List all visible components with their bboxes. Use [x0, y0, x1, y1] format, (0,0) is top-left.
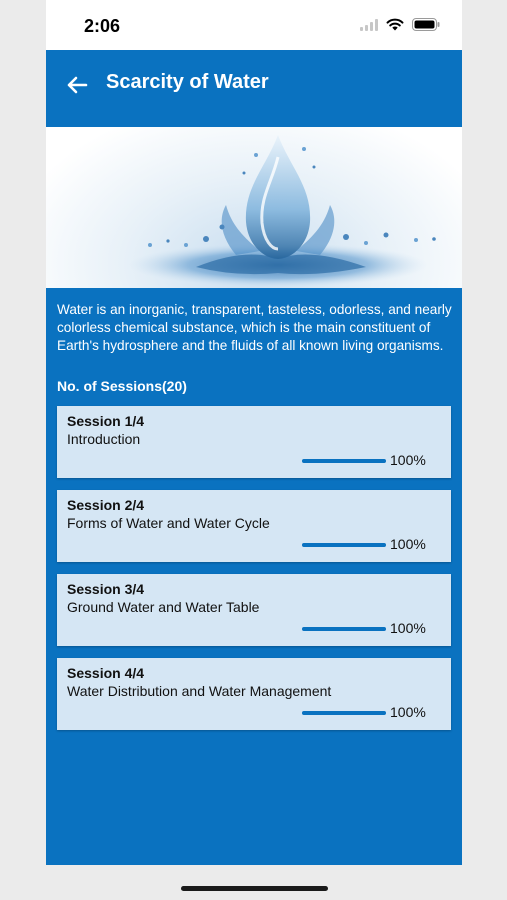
status-icons	[360, 18, 440, 36]
session-progress-bar	[302, 627, 386, 631]
page-title: Scarcity of Water	[106, 71, 269, 93]
water-splash-icon	[46, 275, 462, 288]
phone-screen	[46, 0, 462, 900]
session-subtitle: Ground Water and Water Table	[67, 599, 260, 615]
session-progress-text: 100%	[390, 536, 426, 552]
session-card-1[interactable]	[57, 406, 451, 478]
sessions-count-label: No. of Sessions(20)	[57, 378, 187, 394]
battery-icon	[412, 18, 440, 36]
session-progress-fill	[302, 543, 386, 547]
content-panel	[46, 288, 462, 865]
session-progress-fill	[302, 627, 386, 631]
session-title: Session 3/4	[67, 581, 145, 597]
session-card-3[interactable]	[57, 574, 451, 646]
home-indicator[interactable]	[181, 886, 328, 891]
session-progress-text: 100%	[390, 452, 426, 468]
session-progress-bar	[302, 459, 386, 463]
wifi-icon	[386, 18, 404, 36]
session-subtitle: Water Distribution and Water Management	[67, 683, 332, 699]
course-description: Water is an inorganic, transparent, tasteless, odorless, and nearly colorless chemical substance, which is the main constituent of Earth's hydrosphere and the fluids of all known living organisms.	[57, 302, 452, 353]
session-subtitle: Forms of Water and Water Cycle	[67, 515, 270, 531]
session-progress-text: 100%	[390, 620, 426, 636]
session-title: Session 4/4	[67, 665, 145, 681]
app-bar	[46, 50, 462, 127]
session-title: Session 2/4	[67, 497, 145, 513]
session-subtitle: Introduction	[67, 431, 141, 447]
session-card-2[interactable]	[57, 490, 451, 562]
session-progress-bar	[302, 543, 386, 547]
cellular-signal-icon	[360, 18, 378, 36]
bottom-bar	[46, 865, 462, 900]
back-button[interactable]	[62, 72, 92, 102]
session-progress-text: 100%	[390, 704, 426, 720]
status-bar	[46, 0, 462, 50]
session-progress-bar	[302, 711, 386, 715]
session-title: Session 1/4	[67, 413, 145, 429]
hero-image	[46, 127, 462, 288]
session-progress-fill	[302, 711, 386, 715]
session-progress-fill	[302, 459, 386, 463]
status-time: 2:06	[84, 16, 121, 36]
arrow-left-icon	[66, 76, 88, 99]
session-card-4[interactable]	[57, 658, 451, 730]
